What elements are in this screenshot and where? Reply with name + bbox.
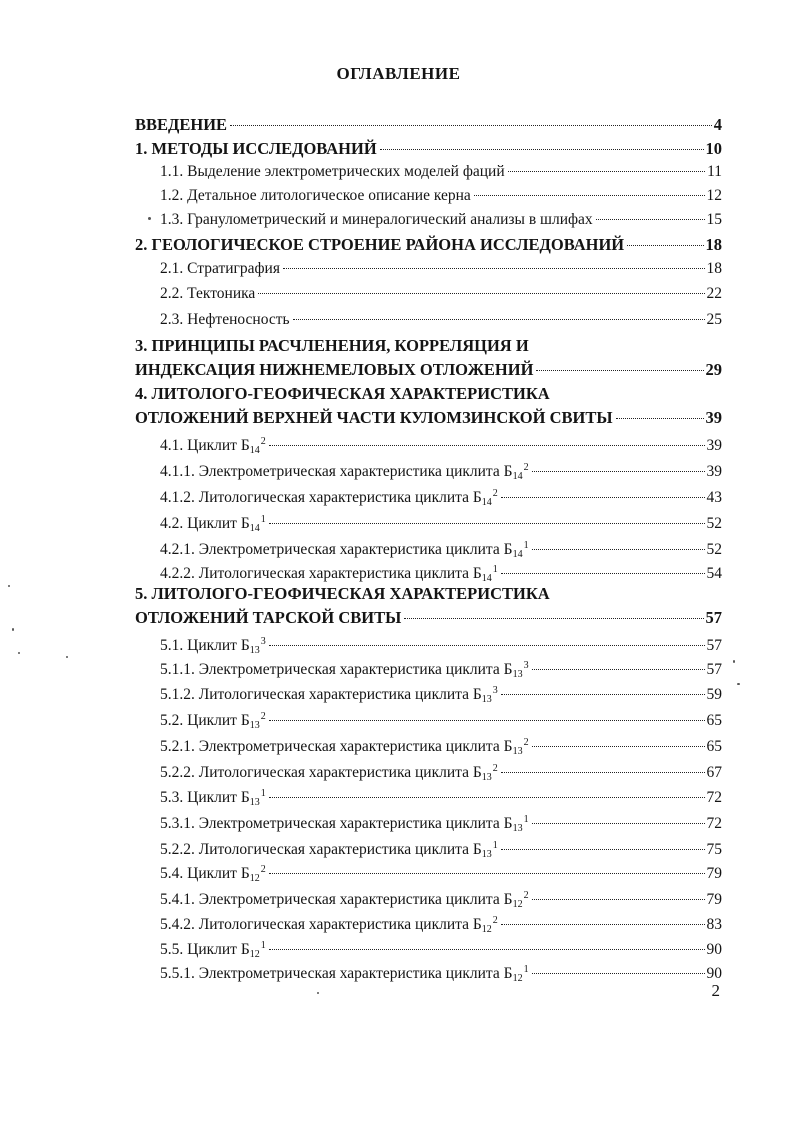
toc-entry-text: 2.1. Стратиграфия xyxy=(160,260,280,277)
dot-leader xyxy=(532,669,705,670)
dot-leader xyxy=(269,645,705,646)
toc-entry xyxy=(0,958,797,982)
toc-page-number: 75 xyxy=(706,841,722,858)
dot-leader xyxy=(269,797,705,798)
toc-page-number: 67 xyxy=(706,764,722,781)
toc-entry xyxy=(0,430,797,454)
toc-entry-text: 5.4. Циклит Б xyxy=(160,865,250,882)
toc-entry-text: 1.1. Выделение электрометрических моделей фаций xyxy=(160,163,505,180)
cyclite-superscript: 2 xyxy=(492,488,498,499)
cyclite-superscript: 2 xyxy=(260,864,266,875)
toc-page-number: 57 xyxy=(706,661,722,678)
dot-leader xyxy=(532,471,705,472)
cyclite-superscript: 2 xyxy=(260,711,266,722)
toc-entry xyxy=(0,630,797,654)
toc-entry xyxy=(0,757,797,781)
toc-page-number: 29 xyxy=(705,360,722,379)
toc-entry xyxy=(0,308,797,332)
scan-speck xyxy=(733,660,735,663)
dot-leader xyxy=(501,849,705,850)
toc-page-number: 72 xyxy=(706,815,722,832)
toc-entry-text: 4.1.2. Литологическая характеристика циклита Б xyxy=(160,489,482,506)
cyclite-index: 12 xyxy=(249,873,260,884)
toc-page-number: 39 xyxy=(706,463,722,480)
cyclite-index: 14 xyxy=(512,549,523,560)
toc-page-number: 15 xyxy=(706,211,722,228)
toc-entry-text: 3. ПРИНЦИПЫ РАСЧЛЕНЕНИЯ, КОРРЕЛЯЦИЯ И xyxy=(135,336,529,355)
cyclite-superscript: 1 xyxy=(523,540,529,551)
toc-page-number: 39 xyxy=(705,408,722,427)
toc-entry-text: 4.2.1. Электрометрическая характеристика циклита Б xyxy=(160,541,513,558)
toc-entry xyxy=(0,233,797,257)
toc-entry-text: 2.3. Нефтеносность xyxy=(160,311,290,328)
toc-entry xyxy=(0,406,797,430)
cyclite-index: 13 xyxy=(512,823,523,834)
toc-entry-text: 5.2.2. Литологическая характеристика циклита Б xyxy=(160,841,482,858)
dot-leader xyxy=(258,293,704,294)
scan-speck xyxy=(317,992,319,994)
toc-entry-text: 5.1. Циклит Б xyxy=(160,637,250,654)
toc-page-number: 52 xyxy=(706,515,722,532)
toc-page-number: 43 xyxy=(706,489,722,506)
dot-leader xyxy=(501,772,705,773)
toc-page-number: 65 xyxy=(706,712,722,729)
cyclite-superscript: 1 xyxy=(260,514,266,525)
toc-entry xyxy=(0,282,797,306)
dot-leader xyxy=(627,245,703,246)
toc-entry xyxy=(0,334,797,358)
cyclite-index: 13 xyxy=(481,772,492,783)
toc-entry xyxy=(0,358,797,382)
toc-entry-title xyxy=(135,406,613,430)
toc-entry xyxy=(0,558,797,582)
toc-entry xyxy=(0,834,797,858)
toc-entry-title xyxy=(135,334,529,358)
cyclite-index: 13 xyxy=(481,694,492,705)
toc-entry-text: 5.1.1. Электрометрическая характеристика циклита Б xyxy=(160,661,513,678)
toc-page-number: 79 xyxy=(706,865,722,882)
toc-entry-title xyxy=(135,113,227,137)
dot-leader xyxy=(501,694,705,695)
dot-leader xyxy=(269,873,705,874)
toc-entry-title xyxy=(135,137,377,161)
toc-entry-text: ИНДЕКСАЦИЯ НИЖНЕМЕЛОВЫХ ОТЛОЖЕНИЙ xyxy=(135,360,534,379)
toc-entry xyxy=(0,858,797,882)
toc-entry xyxy=(0,808,797,832)
toc-entry-text: 5.2.1. Электрометрическая характеристика циклита Б xyxy=(160,738,513,755)
toc-entry-text: 2.2. Тектоника xyxy=(160,285,256,302)
cyclite-index: 14 xyxy=(481,497,492,508)
toc-page-number: 57 xyxy=(705,608,722,627)
toc-entry xyxy=(0,679,797,703)
cyclite-superscript: 1 xyxy=(523,964,529,975)
toc-entry-title xyxy=(135,382,550,406)
cyclite-index: 12 xyxy=(249,949,260,960)
dot-leader xyxy=(532,823,705,824)
toc-entry-text: 5.3.1. Электрометрическая характеристика циклита Б xyxy=(160,815,513,832)
toc-entry xyxy=(0,113,797,137)
cyclite-superscript: 3 xyxy=(260,636,266,647)
toc-entry-title xyxy=(160,308,290,332)
page-title: ОГЛАВЛЕНИЕ xyxy=(336,64,461,83)
toc-entry-text: 4. ЛИТОЛОГО-ГЕОФИЧЕСКАЯ ХАРАКТЕРИСТИКА xyxy=(135,384,550,403)
toc-entry xyxy=(0,184,797,208)
toc-entry-text: 1.3. Гранулометрический и минералогический анализы в шлифах xyxy=(160,211,593,228)
toc-entry-text: 4.1. Циклит Б xyxy=(160,437,250,454)
cyclite-index: 13 xyxy=(512,669,523,680)
dot-leader xyxy=(269,949,705,950)
cyclite-index: 14 xyxy=(249,523,260,534)
dot-leader xyxy=(269,523,705,524)
dot-leader xyxy=(269,445,705,446)
toc-entry-text: 5.3. Циклит Б xyxy=(160,789,250,806)
toc-entry-title xyxy=(160,160,505,184)
scan-speck xyxy=(8,585,10,587)
toc-page-number: 25 xyxy=(706,311,722,328)
toc-entry xyxy=(0,382,797,406)
toc-entry-text: ОТЛОЖЕНИЙ ВЕРХНЕЙ ЧАСТИ КУЛОМЗИНСКОЙ СВИТЫ xyxy=(135,408,613,427)
dot-leader xyxy=(532,746,705,747)
toc-page-number: 18 xyxy=(705,235,722,254)
toc-page-number: 18 xyxy=(706,260,722,277)
cyclite-superscript: 1 xyxy=(492,564,498,575)
dot-leader xyxy=(596,219,705,220)
dot-leader xyxy=(380,149,704,150)
toc-entry-text: 4.2. Циклит Б xyxy=(160,515,250,532)
toc-entry xyxy=(0,534,797,558)
toc-entry xyxy=(0,654,797,678)
cyclite-superscript: 1 xyxy=(260,788,266,799)
scan-speck xyxy=(66,656,68,658)
toc-entry xyxy=(0,934,797,958)
cyclite-superscript: 2 xyxy=(492,763,498,774)
toc-entry-text: 5.1.2. Литологическая характеристика циклита Б xyxy=(160,686,482,703)
toc-entry xyxy=(0,456,797,480)
scan-speck xyxy=(18,652,20,654)
cyclite-superscript: 2 xyxy=(523,737,529,748)
toc-entry xyxy=(0,257,797,281)
dot-leader xyxy=(532,549,705,550)
toc-entry-text: ВВЕДЕНИЕ xyxy=(135,115,228,134)
toc-page-number: 79 xyxy=(706,891,722,908)
cyclite-superscript: 3 xyxy=(492,685,498,696)
toc-entry xyxy=(0,731,797,755)
cyclite-index: 12 xyxy=(481,924,492,935)
cyclite-superscript: 2 xyxy=(492,915,498,926)
toc-entry-text: 5.2.2. Литологическая характеристика циклита Б xyxy=(160,764,482,781)
dot-leader xyxy=(269,720,705,721)
toc-page-number: 54 xyxy=(706,565,722,582)
dot-leader xyxy=(616,418,704,419)
dot-leader xyxy=(501,924,705,925)
toc-page-number: 52 xyxy=(706,541,722,558)
cyclite-index: 14 xyxy=(512,471,523,482)
toc-page-number: 57 xyxy=(706,637,722,654)
toc-page-number: 4 xyxy=(713,115,722,134)
dot-leader xyxy=(501,497,705,498)
toc-entry-text: 5.5. Циклит Б xyxy=(160,941,250,958)
cyclite-superscript: 2 xyxy=(523,462,529,473)
cyclite-superscript: 3 xyxy=(523,660,529,671)
toc-entry xyxy=(0,160,797,184)
toc-entry xyxy=(0,208,797,232)
toc-entry-title xyxy=(160,257,280,281)
toc-entry xyxy=(0,508,797,532)
toc-entry xyxy=(0,909,797,933)
toc-entry-text: 5.4.2. Литологическая характеристика циклита Б xyxy=(160,916,482,933)
scan-speck xyxy=(12,628,14,631)
cyclite-index: 13 xyxy=(249,720,260,731)
scan-speck xyxy=(148,217,151,220)
scan-speck xyxy=(737,683,740,685)
cyclite-superscript: 2 xyxy=(523,890,529,901)
toc-entry-title xyxy=(160,184,471,208)
toc-entry-title xyxy=(135,233,624,257)
cyclite-superscript: 1 xyxy=(492,840,498,851)
toc-entry xyxy=(0,137,797,161)
cyclite-index: 12 xyxy=(512,899,523,910)
cyclite-index: 13 xyxy=(249,645,260,656)
cyclite-superscript: 2 xyxy=(260,436,266,447)
cyclite-superscript: 1 xyxy=(523,814,529,825)
toc-page-number: 59 xyxy=(706,686,722,703)
toc-entry xyxy=(0,884,797,908)
page-number: 2 xyxy=(711,981,720,1000)
toc-entry xyxy=(0,705,797,729)
toc-entry-title xyxy=(135,606,401,630)
toc-entry-text: 5.5.1. Электрометрическая характеристика циклита Б xyxy=(160,965,513,982)
toc-entry-text: 4.2.2. Литологическая характеристика циклита Б xyxy=(160,565,482,582)
cyclite-index: 13 xyxy=(481,849,492,860)
toc-page-number: 39 xyxy=(706,437,722,454)
dot-leader xyxy=(532,973,705,974)
toc-page-number: 11 xyxy=(707,163,722,180)
toc-page-number: 90 xyxy=(706,965,722,982)
toc-entry-text: 1.2. Детальное литологическое описание керна xyxy=(160,187,471,204)
toc-entry-text: 5.2. Циклит Б xyxy=(160,712,250,729)
toc-page-number: 10 xyxy=(705,139,722,158)
toc-entry-text: 5. ЛИТОЛОГО-ГЕОФИЧЕСКАЯ ХАРАКТЕРИСТИКА xyxy=(135,584,550,603)
toc-entry-text: 4.1.1. Электрометрическая характеристика циклита Б xyxy=(160,463,513,480)
cyclite-index: 12 xyxy=(512,973,523,984)
dot-leader xyxy=(293,319,705,320)
toc-page-number: 12 xyxy=(706,187,722,204)
dot-leader xyxy=(283,268,705,269)
toc-entry-text: ОТЛОЖЕНИЙ ТАРСКОЙ СВИТЫ xyxy=(135,608,402,627)
cyclite-index: 14 xyxy=(249,445,260,456)
toc-entry-text: 5.4.1. Электрометрическая характеристика циклита Б xyxy=(160,891,513,908)
toc-page-number: 83 xyxy=(706,916,722,933)
dot-leader xyxy=(404,618,703,619)
dot-leader xyxy=(508,171,705,172)
toc-entry-title xyxy=(135,582,550,606)
dot-leader xyxy=(230,125,712,126)
toc-page-number: 22 xyxy=(706,285,722,302)
toc-entry xyxy=(0,482,797,506)
toc-entry xyxy=(0,782,797,806)
toc-entry xyxy=(0,606,797,630)
cyclite-superscript: 1 xyxy=(260,940,266,951)
toc-entry xyxy=(0,582,797,606)
toc-entry-text: 1. МЕТОДЫ ИССЛЕДОВАНИЙ xyxy=(135,139,377,158)
toc-page-number: 90 xyxy=(706,941,722,958)
dot-leader xyxy=(501,573,705,574)
toc-entry-title xyxy=(135,358,533,382)
cyclite-index: 13 xyxy=(512,746,523,757)
cyclite-index: 14 xyxy=(481,573,492,584)
cyclite-index: 13 xyxy=(249,797,260,808)
toc-entry-text: 2. ГЕОЛОГИЧЕСКОЕ СТРОЕНИЕ РАЙОНА ИССЛЕДОВАНИЙ xyxy=(135,235,625,254)
toc-page-number: 72 xyxy=(706,789,722,806)
dot-leader xyxy=(536,370,703,371)
dot-leader xyxy=(532,899,705,900)
toc-entry-title xyxy=(160,208,593,232)
toc-entry-title xyxy=(160,282,255,306)
dot-leader xyxy=(474,195,705,196)
toc-page-number: 65 xyxy=(706,738,722,755)
